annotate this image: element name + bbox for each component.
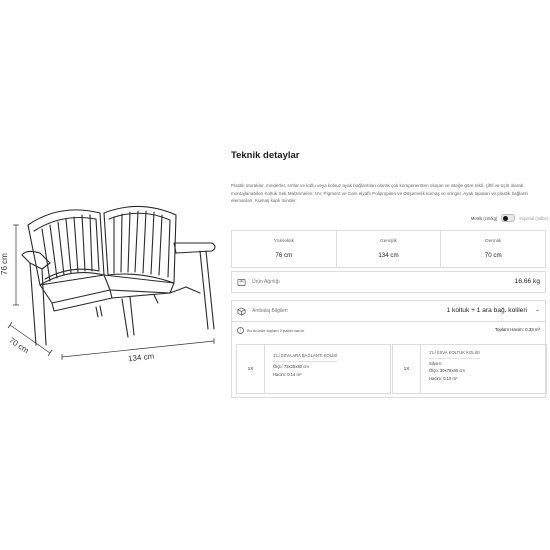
packaging-note-text: Bu üründe toplam 2 paket vardır. bbox=[247, 328, 306, 333]
switch-knob bbox=[503, 216, 508, 221]
box-icon bbox=[237, 307, 246, 316]
metric-label: Metrik (cm/kg) bbox=[470, 215, 498, 221]
chevron-up-icon[interactable]: ⌃ bbox=[534, 310, 540, 316]
dimension-label: Derinlik bbox=[485, 239, 502, 244]
packaging-note bbox=[237, 327, 305, 334]
dimension-depth bbox=[441, 231, 545, 267]
package-variant: Silva II bbox=[429, 360, 442, 366]
scale-icon bbox=[237, 278, 246, 287]
unit-toggle[interactable] bbox=[471, 214, 548, 222]
width-dimension-label: 134 cm bbox=[127, 351, 155, 364]
dimension-label: Genişlik bbox=[379, 239, 398, 244]
weight-row bbox=[231, 271, 546, 293]
packaging-details bbox=[231, 322, 546, 398]
package-volume: Hacim: 0.14 m³ bbox=[273, 372, 302, 377]
info-icon: i bbox=[237, 327, 244, 334]
dimension-value: 70 cm bbox=[484, 252, 502, 259]
depth-dimension-label: 70 cm bbox=[7, 335, 31, 356]
total-volume: Toplam Hacim: 0.33 m³ bbox=[494, 327, 540, 332]
packaging-value: 1 koltuk + 1 ara bağ. kolileri bbox=[446, 307, 527, 314]
package-card bbox=[392, 344, 547, 394]
package-info bbox=[273, 352, 337, 379]
package-info bbox=[429, 349, 480, 382]
imperial-label: Imperial (in/lbs) bbox=[519, 215, 548, 221]
dimension-label: Yükseklik bbox=[273, 239, 294, 244]
dimension-height bbox=[232, 231, 337, 267]
sofa-line-drawing bbox=[0, 195, 225, 375]
package-quantity: 1X bbox=[237, 345, 265, 393]
product-drawing bbox=[0, 195, 225, 375]
weight-value: 16.66 kg bbox=[514, 278, 540, 285]
packaging-row[interactable] bbox=[231, 300, 546, 322]
weight-label: Ürün Ağırlığı bbox=[252, 279, 280, 285]
unit-switch[interactable] bbox=[501, 214, 515, 222]
packaging-label: Ambalaj Bilgileri bbox=[252, 308, 288, 314]
height-dimension-label: 76 cm bbox=[0, 253, 9, 275]
product-description: Plastik oturaklar, minderler, sırtlar ve kollu veya kolsuz ayak bağlantıları olarak çok kompenentten oluşan ve isteğe göre tekli, çiftli ve üçlü olarak montajlanabilen Koltuk Seti Malzemeleri: UV, Pigment ve Cam elyaflı Polipropilen ve Döşemelik kumaş ve sünger. Ayak tapaları ve plastik bağlantı elemanları. Kumaş kaplı minder. bbox=[231, 183, 528, 204]
dimension-value: 76 cm bbox=[275, 252, 293, 259]
package-quantity: 1X bbox=[393, 345, 421, 393]
dimension-value: 134 cm bbox=[378, 252, 399, 259]
section-title: Teknik detaylar bbox=[231, 150, 300, 161]
package-size: Ölçü: 30x79x80 cm bbox=[429, 368, 465, 374]
package-size: Ölçü: 73x25x80 cm bbox=[273, 364, 309, 369]
package-name: 1'Lİ SSVA ARA BAĞLANTI KOLİSİ bbox=[273, 352, 337, 362]
package-volume: Hacim: 0.19 m³ bbox=[429, 375, 458, 381]
dimensions-table bbox=[231, 230, 546, 268]
dimension-width bbox=[337, 231, 442, 267]
package-card bbox=[236, 344, 391, 394]
package-name: 1'Lİ SSVA KOLTUK KOLİSİ bbox=[429, 349, 480, 359]
